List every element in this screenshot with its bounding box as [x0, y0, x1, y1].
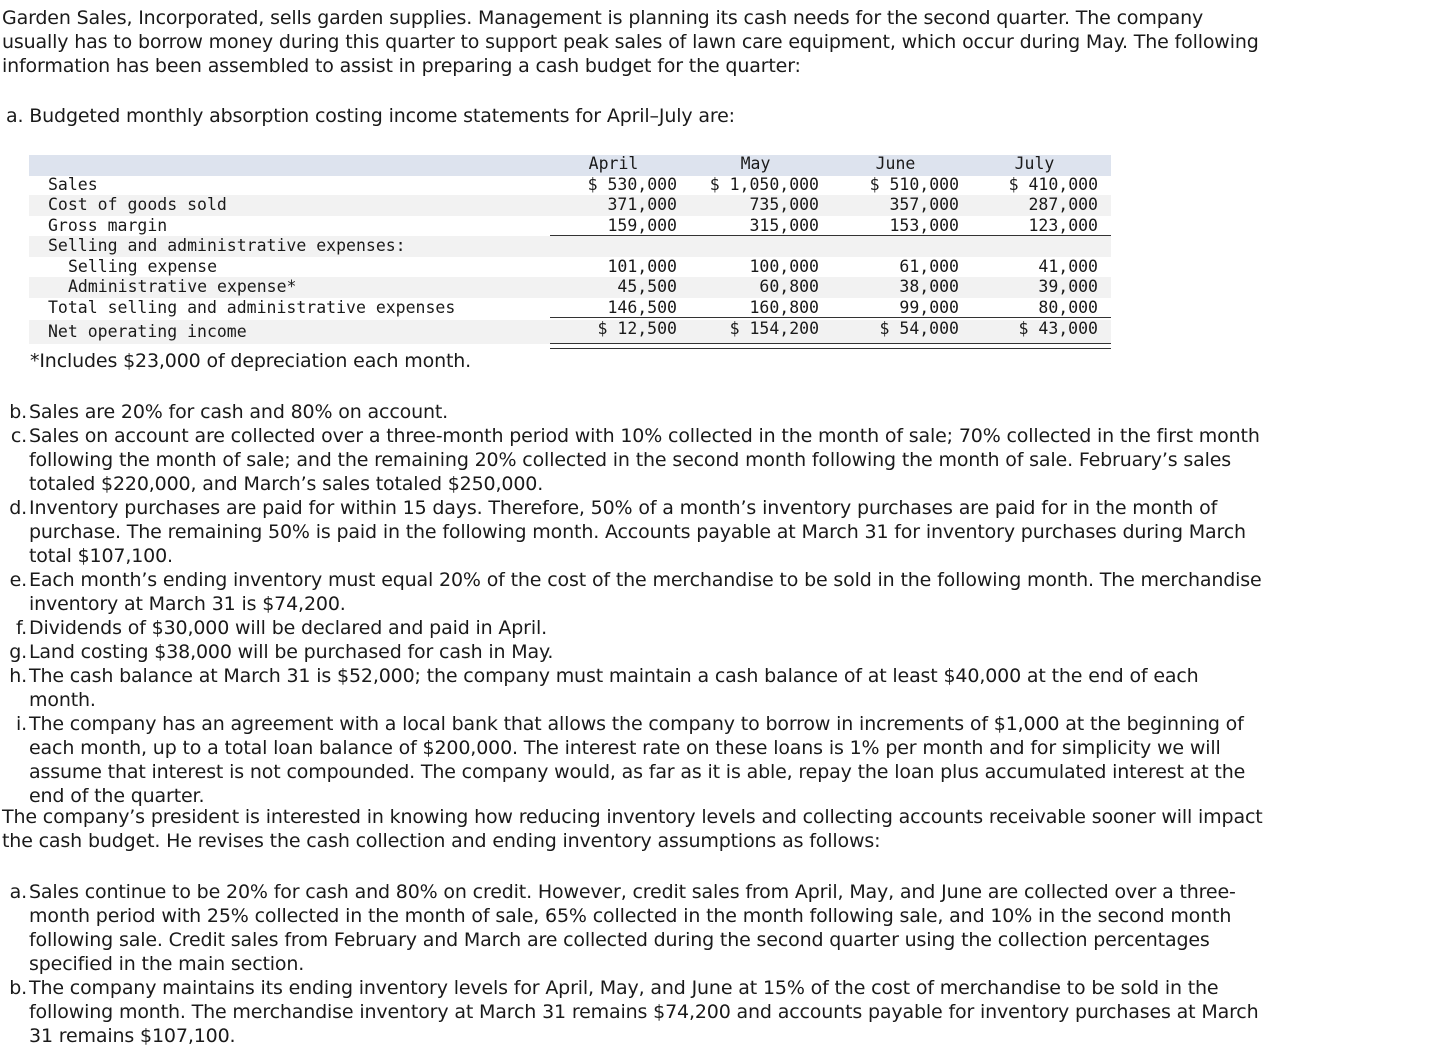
revisions-list [0, 880, 1270, 1048]
double-underline-rule [550, 343, 1111, 349]
list-marker: b. [9, 401, 27, 423]
income-statement-table [29, 154, 1111, 349]
table-row [29, 320, 1111, 344]
cell: $ 530,000 [587, 174, 677, 194]
underline-rule [550, 317, 1111, 318]
list-marker: i. [15, 713, 27, 735]
cell: $ 43,000 [1018, 319, 1098, 338]
cell: 60,800 [759, 277, 819, 296]
row-label: Cost of goods sold [48, 195, 227, 214]
cell: 315,000 [749, 215, 819, 235]
cell: $ 12,500 [597, 319, 677, 338]
cell: 39,000 [1038, 277, 1098, 296]
list-text: The company has an agreement with a local bank that allows the company to borrow in increments of $1,000 at the beginning of each month, up to a total loan balance of $200,000. The interest rate on these loans is 1% per month and for simplicity we will assume that interest is not compounded. The company would, as far as it is able, repay the loan plus accumulated interest at the end of the quarter. [29, 713, 1246, 807]
cell: 41,000 [1038, 256, 1098, 276]
header-row [29, 154, 1111, 175]
list-item [0, 712, 1270, 808]
column-header: June [875, 154, 916, 173]
cell: 61,000 [899, 256, 959, 276]
cell: $ 410,000 [1008, 174, 1098, 194]
cell: 38,000 [899, 277, 959, 296]
list-marker: b. [9, 977, 27, 999]
list-item [0, 616, 1270, 640]
table-row [29, 298, 1111, 319]
table-row [29, 277, 1111, 298]
column-header: May [740, 154, 771, 173]
row-label: Total selling and administrative expenses [48, 297, 456, 317]
cell: 80,000 [1038, 297, 1098, 317]
row-label: Gross margin [48, 215, 168, 235]
cell: 100,000 [749, 256, 819, 276]
list-marker: f. [15, 617, 27, 639]
list-text: The cash balance at March 31 is $52,000; the company must maintain a cash balance of at least $40,000 at the end of each month. [29, 665, 1199, 711]
list-item [0, 568, 1270, 616]
cell: 123,000 [1028, 215, 1098, 235]
row-label: Sales [48, 174, 98, 194]
cell: 735,000 [749, 195, 819, 214]
list-marker: e. [9, 569, 27, 591]
list-marker: g. [9, 641, 27, 663]
list-text: Dividends of $30,000 will be declared and paid in April. [29, 617, 547, 639]
list-item [0, 976, 1270, 1048]
column-header: July [1014, 154, 1055, 173]
table-row [29, 257, 1111, 278]
assumptions-list [0, 400, 1270, 808]
cell: 160,800 [749, 297, 819, 317]
cell: $ 154,200 [729, 319, 819, 338]
cell: 45,500 [617, 277, 677, 296]
cell: 159,000 [607, 215, 677, 235]
cell: $ 54,000 [879, 319, 959, 338]
table-row [29, 236, 1111, 257]
row-label: Selling and administrative expenses: [48, 236, 406, 255]
row-label: Net operating income [48, 322, 247, 341]
row-label: Selling expense [68, 256, 218, 276]
list-marker: a. [9, 881, 27, 903]
cell: 357,000 [889, 195, 959, 214]
list-text: Inventory purchases are paid for within 15 days. Therefore, 50% of a month’s inventory purchases are paid for in the month of purchase. The remaining 50% is paid in the following month. Accounts payable at March 31 for inventory purchases during March total $107,100. [29, 497, 1246, 567]
table-row [29, 195, 1111, 216]
list-item [0, 424, 1270, 496]
table-row [29, 216, 1111, 237]
column-header: April [588, 154, 639, 173]
list-text: Sales on account are collected over a three-month period with 10% collected in the month of sale; 70% collected in the first month following the month of sale; and the remaining 20% collected in the second month following the month of sale. February’s sales totaled $220,000, and March’s sales totaled $250,000. [29, 425, 1260, 495]
cell: 101,000 [607, 256, 677, 276]
cell: 287,000 [1028, 195, 1098, 214]
list-text: The company maintains its ending inventory levels for April, May, and June at 15% of the cost of merchandise to be sold in the following month. The merchandise inventory at March 31 remains $74,200 and accounts payable for inventory purchases at March 31 remains $107,100. [29, 977, 1259, 1047]
list-item [0, 496, 1270, 568]
cell: 99,000 [899, 297, 959, 317]
list-item [0, 640, 1270, 664]
list-marker: d. [9, 497, 27, 519]
cell: 371,000 [607, 195, 677, 214]
intro-paragraph: Garden Sales, Incorporated, sells garden supplies. Management is planning its cash needs for the second quarter. The company usually has to borrow money during this quarter to support peak sales of lawn care equipment, which occur during May. The following information has been assembled to assist in preparing a cash budget for the quarter: [2, 7, 1259, 77]
cell: $ 510,000 [869, 174, 959, 194]
list-item [0, 664, 1270, 712]
list-text: Land costing $38,000 will be purchased for cash in May. [29, 641, 554, 663]
list-text: Sales continue to be 20% for cash and 80% on credit. However, credit sales from April, May, and June are collected over a three-month period with 25% collected in the month of sale, 65% collected in the month following sale, and 10% in the second month following sale. Credit sales from February and March are collected during the second quarter using the collection percentages specified in the main section. [29, 881, 1236, 975]
row-label: Administrative expense* [68, 277, 297, 296]
list-marker: h. [9, 665, 27, 687]
cell: 153,000 [889, 215, 959, 235]
list-item [0, 880, 1270, 976]
table-row [29, 175, 1111, 196]
item-a-heading: a. Budgeted monthly absorption costing income statements for April–July are: [6, 105, 735, 127]
president-paragraph: The company’s president is interested in knowing how reducing inventory levels and collecting accounts receivable sooner will impact the cash budget. He revises the cash collection and ending inventory assumptions as follows: [2, 806, 1263, 852]
cell: 146,500 [607, 297, 677, 317]
cell: $ 1,050,000 [709, 174, 819, 194]
list-text: Each month’s ending inventory must equal 20% of the cost of the merchandise to be sold in the following month. The merchandise inventory at March 31 is $74,200. [29, 569, 1262, 615]
list-text: Sales are 20% for cash and 80% on account. [29, 401, 449, 423]
list-marker: c. [10, 425, 27, 447]
list-item [0, 400, 1270, 424]
underline-rule [550, 235, 1111, 236]
footnote: *Includes $23,000 of depreciation each month. [30, 350, 472, 372]
